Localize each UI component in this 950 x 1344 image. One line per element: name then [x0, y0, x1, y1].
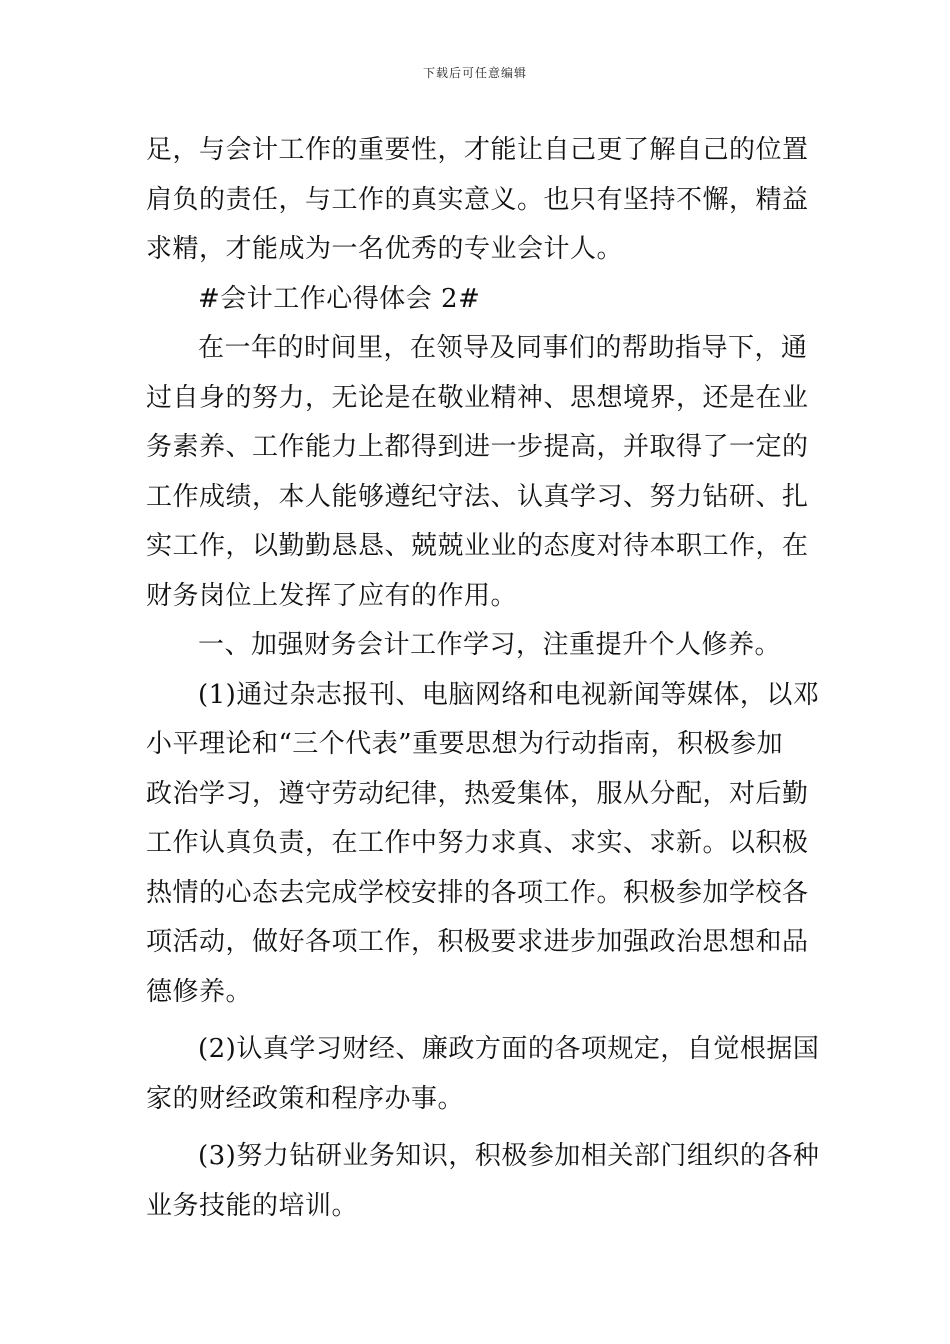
- text-line: 务素养、工作能力上都得到进一步提高，并取得了一定的: [146, 432, 809, 462]
- text-line: 过自身的努力，无论是在敬业精神、思想境界，还是在业: [146, 382, 809, 413]
- text-line: 财务岗位上发挥了应有的作用。: [146, 580, 518, 611]
- text-line: 项活动，做好各项工作，积极要求进步加强政治思想和品: [146, 927, 809, 957]
- text-line: 德修养。: [146, 976, 253, 1007]
- text-line: 政治学习，遵守劳动纪律，热爱集体，服从分配，对后勤: [146, 778, 809, 809]
- text-line: 足，与会计工作的重要性，才能让自己更了解自己的位置: [146, 135, 809, 165]
- text-line: 热情的心态去完成学校安排的各项工作。积极参加学校各: [146, 877, 809, 908]
- text-line: (3)努力钻研业务知识，积极参加相关部门组织的各种: [198, 1141, 820, 1171]
- text-line: 工作认真负责，在工作中努力求真、求实、求新。以积极: [146, 828, 809, 858]
- text-line: 工作成绩，本人能够遵纪守法、认真学习、努力钻研、扎: [146, 481, 809, 512]
- text-line: #会计工作心得体会 2#: [198, 283, 481, 314]
- text-line: 小平理论和“三个代表”重要思想为行动指南，积极参加: [146, 729, 784, 759]
- text-line: 肩负的责任，与工作的真实意义。也只有坚持不懈，精益: [146, 184, 809, 215]
- page-header: 下载后可任意编辑: [422, 66, 527, 80]
- text-line: (2)认真学习财经、廉政方面的各项规定，自觉根据国: [198, 1034, 820, 1064]
- text-line: 在一年的时间里，在领导及同事们的帮助指导下，通: [198, 333, 808, 363]
- paragraph-gap: [146, 1124, 808, 1132]
- document-body: [146, 126, 820, 1231]
- text-line: 实工作，以勤勤恳恳、兢兢业业的态度对待本职工作，在: [146, 531, 809, 561]
- text-line: 业务技能的培训。: [146, 1190, 359, 1221]
- text-line: 求精，才能成为一名优秀的专业会计人。: [146, 234, 624, 264]
- text-line: (1)通过杂志报刊、电脑网络和电视新闻等媒体，以邓: [198, 679, 820, 710]
- text-line: 一、加强财务会计工作学习，注重提升个人修养。: [198, 630, 782, 660]
- paragraph-gap: [146, 1017, 808, 1025]
- text-line: 家的财经政策和程序办事。: [146, 1083, 465, 1114]
